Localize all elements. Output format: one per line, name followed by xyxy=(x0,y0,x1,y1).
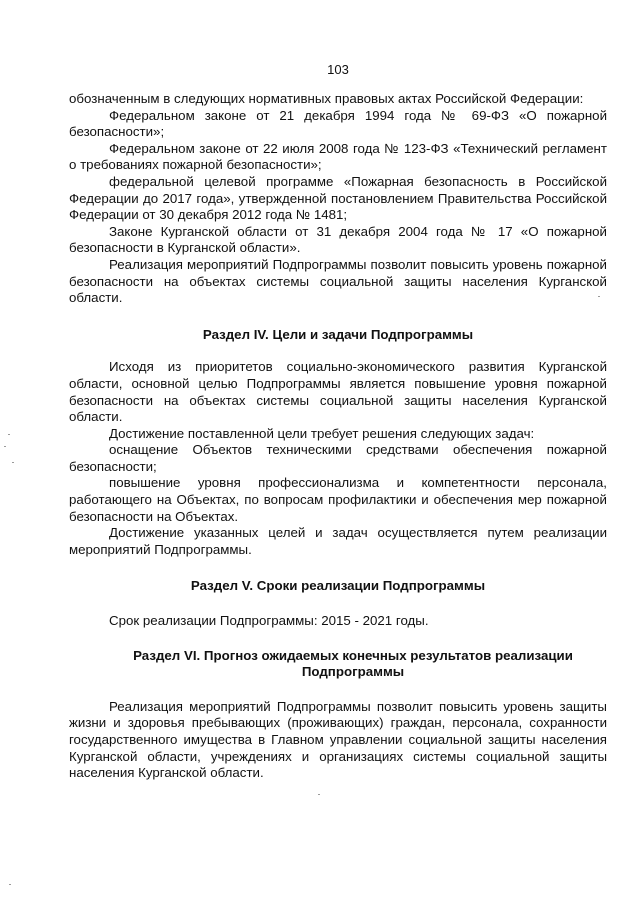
scan-speck xyxy=(598,296,600,297)
law-item-3: федеральной целевой программе «Пожарная безопасность в Российской Федерации до 2017 года», утвержденной постановлением Правительства Российской Федерации от 30 декабря 2012 года № 1481; xyxy=(69,173,607,223)
section-4-paragraph: Достижение указанных целей и задач осуществляется путем реализации мероприятий Подпрограммы. xyxy=(69,525,607,557)
section-4-paragraph: Достижение поставленной цели требует решения следующих задач: xyxy=(109,425,535,441)
scan-speck xyxy=(4,446,6,447)
page-number: 103 xyxy=(327,62,349,77)
section-4-task: повышение уровня профессионализма и компетентности персонала, работающего на Объектах, по вопросам профилактики и обеспечения мер пожарной безопасности на Объектах. xyxy=(69,475,607,524)
section-5-title: Раздел V. Сроки реализации Подпрограммы xyxy=(190,578,486,594)
law-item-1: Федеральном законе от 21 декабря 1994 года № 69-ФЗ «О пожарной безопасности»; xyxy=(69,107,607,140)
intro-lead: обозначенным в следующих нормативных правовых актах Российской Федерации: xyxy=(69,91,584,106)
intro-conclusion: Реализация мероприятий Подпрограммы позволит повысить уровень пожарной безопасности на объектах системы социальной защиты населения Курганской области. xyxy=(69,256,607,306)
law-item-2: Федеральном законе от 22 июля 2008 года № 123-ФЗ «Технический регламент о требованиях пожарной безопасности»; xyxy=(69,140,607,173)
scan-speck xyxy=(318,794,320,795)
section-6-text: Реализация мероприятий Подпрограммы позволит повысить уровень защиты жизни и здоровья пребывающих (проживающих) граждан, персонала, сохранности государственного имущества в Главном управлении социальной защиты населения Курганской области, учреждениях и организациях системы социальной защиты населения Курганской области. xyxy=(69,698,607,781)
section-6-title: Раздел VI. Прогноз ожидаемых конечных результатов реализации Подпрограммы xyxy=(133,647,573,680)
section-4-paragraph: Исходя из приоритетов социально-экономического развития Курганской области, основной целью Подпрограммы является повышение уровня пожарной безопасности на объектах системы социальной защиты населения Курганской области. xyxy=(69,359,607,425)
scan-speck xyxy=(12,462,14,463)
law-item-4: Законе Курганской области от 31 декабря 2004 года № 17 «О пожарной безопасности в Курганской области». xyxy=(69,223,607,256)
section-4-title: Раздел IV. Цели и задачи Подпрограммы xyxy=(202,326,474,342)
section-4-task: оснащение Объектов техническими средствами обеспечения пожарной безопасности; xyxy=(69,442,607,474)
scan-speck xyxy=(9,884,11,885)
section-5-text: Срок реализации Подпрограммы: 2015 - 2021 годы. xyxy=(109,613,429,629)
scan-speck xyxy=(8,434,10,435)
document-page xyxy=(69,62,607,782)
